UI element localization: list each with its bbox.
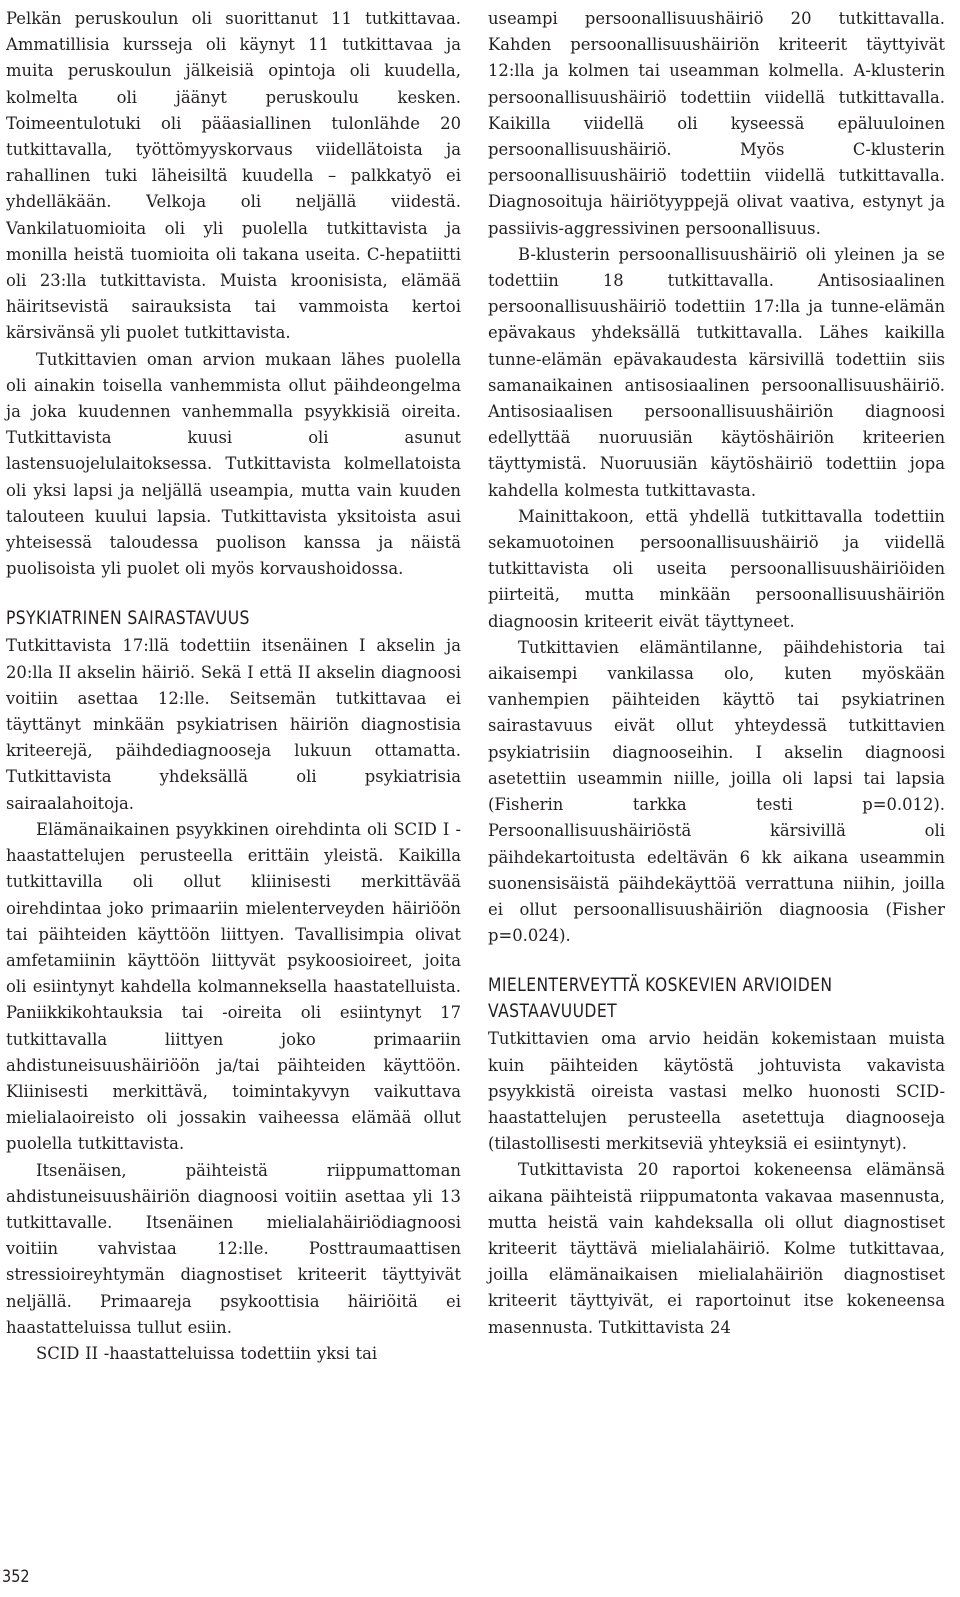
right-column [488,6,945,1341]
section-heading-mielenterveytta: MIELENTERVEYTTÄ KOSKEVIEN ARVIOIDEN VASTAAVUUDET [488,974,833,1023]
paragraph: useampi persoonallisuushäiriö 20 tutkittavalla. Kahden persoonallisuushäiriön kriteerit täyttyivät 12:lla ja kolmen tai useamman kolmella. A-klusterin persoonallisuushäiriö todettiin viidellä tutkittavalla. Kaikilla viidellä oli kyseessä epäluuloinen persoonallisuushäiriö. Myös C-klusterin persoonallisuushäiriö todettiin viidellä tutkittavalla. Diagnosoituja häiriötyyppejä olivat vaativa, estynyt ja passiivis-aggressivinen persoonallisuus. [488,9,945,238]
paragraph: Tutkittavista 17:llä todettiin itsenäinen I akselin ja 20:lla II akselin häiriö. Sekä I että II akselin diagnoosi voitiin asettaa 12:lle. Seitsemän tutkittavaa ei täyttänyt minkään psykiatrisen häiriön diagnostisia kriteerejä, päihdediagnooseja lukuun ottamatta. Tutkittavista yhdeksällä oli psykiatrisia sairaalahoitoja. [6,636,461,813]
paragraph: Tutkittavien elämäntilanne, päihdehistoria tai aikaisempi vankilassa olo, kuten myöskään vanhempien päihteiden käyttö tai psykiatrinen sairastavuus eivät ollut yhteydessä tutkittavien psykiatrisiin diagnooseihin. I akselin diagnoosi asetettiin useammin niille, joilla oli lapsi tai lapsia (Fisherin tarkka testi p=0.012). Persoonallisuushäiriöstä kärsivillä oli päihdekartoitusta edeltävän 6 kk aikana useammin suonensisäistä päihdekäyttöä verrattuna niihin, joilla ei ollut persoonallisuushäiriön diagnoosia (Fisher p=0.024). [488,637,945,946]
paragraph: Itsenäisen, päihteistä riippumattoman ahdistuneisuushäiriön diagnoosi voitiin asettaa yli 13 tutkittavalle. Itsenäinen mielialahäiriödiagnoosi voitiin vahvistaa 12:lle. Posttraumaattisen stressioireyhtymän diagnostiset kriteerit täyttyivät neljällä. Primaareja psykoottisia häiriöitä ei haastatteluissa tullut esiin. [6,1160,461,1337]
paragraph: B-klusterin persoonallisuushäiriö oli yleinen ja se todettiin 18 tutkittavalla. Antisosiaalinen persoonallisuushäiriö todettiin 17:lla ja tunne-elämän epävakaus yhdeksällä tutkittavalla. Lähes kaikilla tunne-elämän epävakaudesta kärsivillä todettiin siis samanaikainen antisosiaalinen persoonallisuushäiriö. Antisosiaalisen persoonallisuushäiriön diagnoosi edellyttää nuoruusiän käytöshäiriön kriteerien täyttymistä. Nuoruusiän käytöshäiriö todettiin jopa kahdella kolmesta tutkittavasta. [488,244,945,500]
left-column [6,6,461,1367]
paragraph: Tutkittavien oman arvion mukaan lähes puolella oli ainakin toisella vanhemmista ollut päihdeongelma ja joka kuudennen vanhemmalla psyykkisiä oireita. Tutkittavista kuusi oli asunut lastensuojelulaitoksessa. Tutkittavista kolmellatoista oli yksi lapsi ja neljällä useampia, mutta vain kuuden talouteen kuului lapsia. Tutkittavista yksitoista asui yhteisessä taloudessa puolison kanssa ja näistä puolisoista yli puolet oli myös korvaushoidossa. [6,349,461,579]
paragraph: Mainittakoon, että yhdellä tutkittavalla todettiin sekamuotoinen persoonallisuushäiriö ja viidellä tutkittavista oli useita persoonallisuushäiriöiden piirteitä, mutta minkään persoonallisuushäiriön diagnoosin kriteerit eivät täyttyneet. [488,506,945,631]
page-number: 352 [2,1567,30,1587]
paragraph: Tutkittavista 20 raportoi kokeneensa elämänsä aikana päihteistä riippumatonta vakavaa masennusta, mutta heistä vain kahdeksalla oli ollut diagnostiset kriteerit täyttävä mielialahäiriö. Kolme tutkittavaa, joilla elämänaikaisen mielialahäiriön diagnostiset kriteerit täyttyivät, ei raportoinut itse kokeneensa masennusta. Tutkittavista 24 [488,1160,945,1337]
paragraph: Elämänaikainen psyykkinen oirehdinta oli SCID I -haastattelujen perusteella erittäin yleistä. Kaikilla tutkittavilla oli ollut kliinisesti merkittävää oirehdintaa joko primaariin mielenterveyden häiriöön tai päihteiden käyttöön liittyen. Tavallisimpia olivat amfetamiinin käyttöön liittyvät psykoosioireet, joita oli esiintynyt kahdella kolmanneksella haastatelluista. Paniikkikohtauksia tai -oireita oli esiintynyt 17 tutkittavalla liittyen joko primaariin ahdistuneisuushäiriöön ja/tai päihteiden käyttöön. Kliinisesti merkittävä, toimintakyvyn vaikuttava mielialaoireisto oli jossakin vaiheessa elämää ollut puolella tutkittavista. [6,819,461,1154]
section-heading-psykiatrinen-sairastavuus: PSYKIATRINEN SAIRASTAVUUS [6,607,250,630]
paragraph: SCID II -haastatteluissa todettiin yksi tai [36,1343,378,1363]
paragraph: Tutkittavien oma arvio heidän kokemistaan muista kuin päihteiden käytöstä johtuvista vakavista psyykkistä oireista vastasi melko huonosti SCID-haastattelujen perusteella asetettuja diagnooseja (tilastollisesti merkitseviä yhteyksiä ei esiintynyt). [488,1029,945,1154]
paragraph: Pelkän peruskoulun oli suorittanut 11 tutkittavaa. Ammatillisia kursseja oli käynyt 11 tutkittavaa ja muita peruskoulun jälkeisiä opintoja oli kuudella, kolmelta oli jäänyt peruskoulu kesken. Toimeentulotuki oli pääasiallinen tulonlähde 20 tutkittavalla, työttömyyskorvaus viidellätoista ja rahallinen tuki läheisiltä kuudella – palkkatyö ei yhdelläkään. Velkoja oli neljällä viidestä. Vankilatuomioita oli yli puolella tutkittavista ja monilla heistä tuomioita oli takana useita. C-hepatiitti oli 23:lla tutkittavista. Muista kroonisista, elämää häiritsevistä sairauksista tai vammoista kertoi kärsivänsä yli puolet tutkittavista. [6,9,461,343]
